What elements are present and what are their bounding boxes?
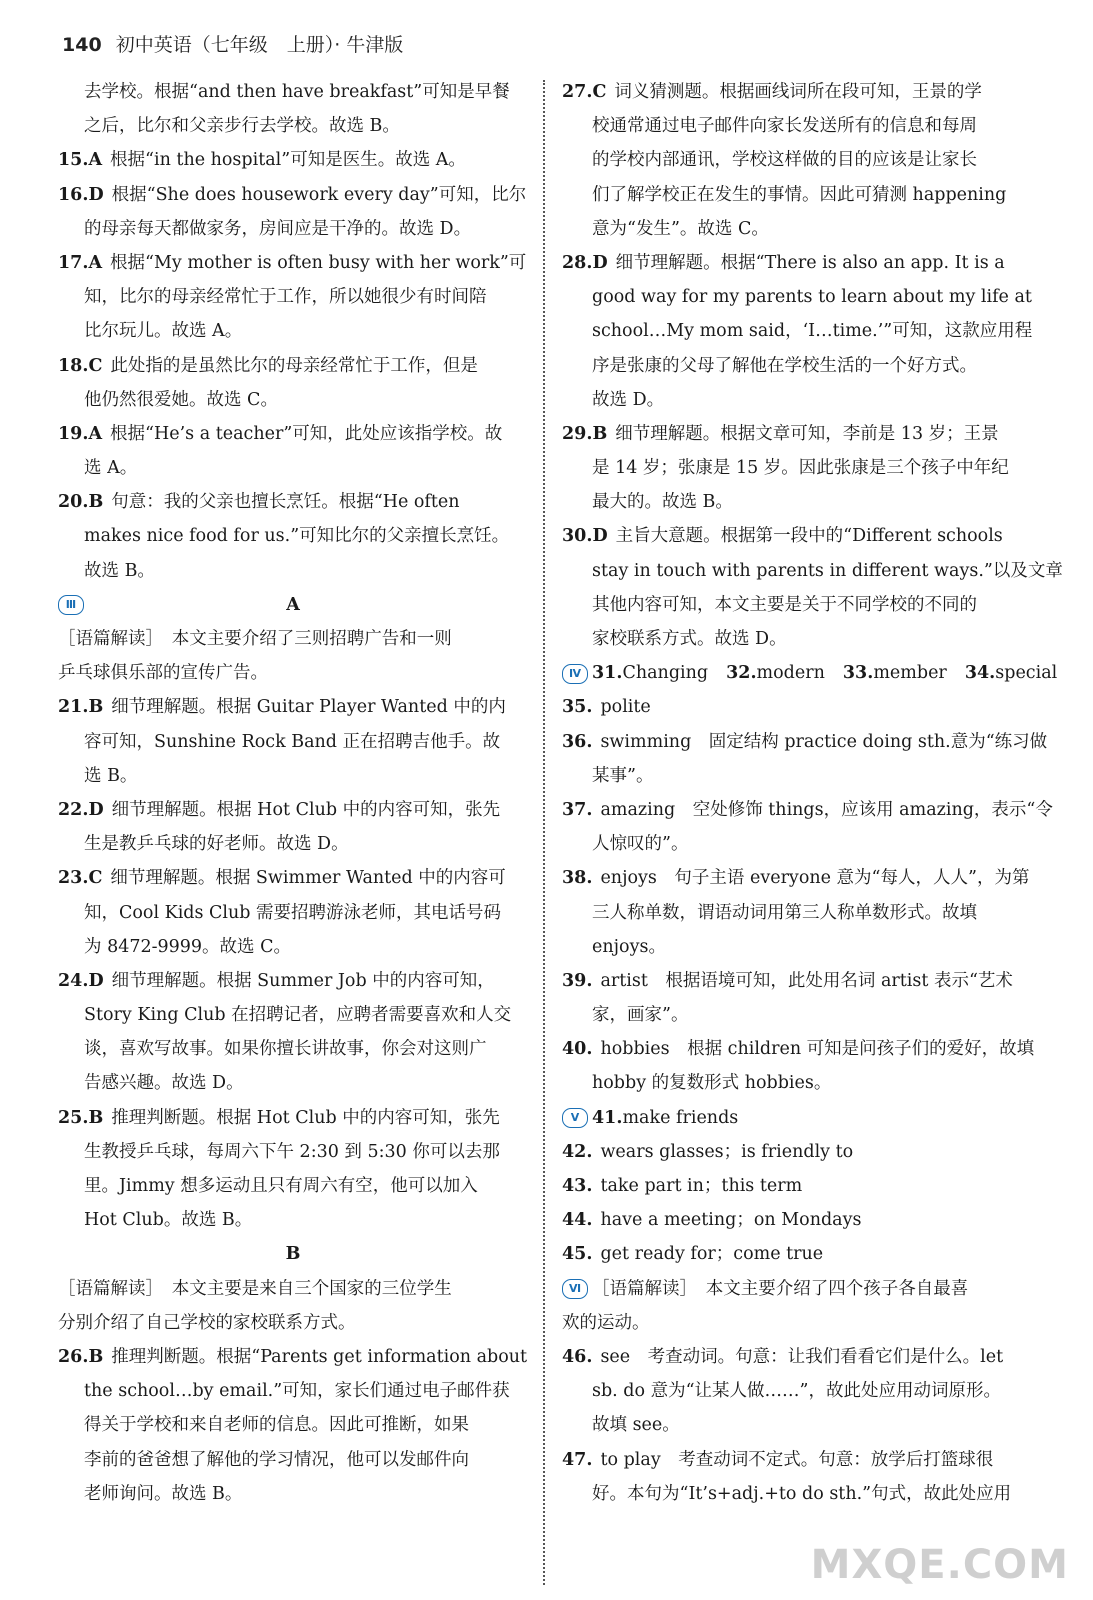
answer-explanation: have a meeting；on Mondays: [600, 1210, 862, 1231]
answer-explanation: polite: [600, 697, 651, 718]
text-line: [58, 519, 528, 553]
answer-number: 19.A: [58, 423, 103, 444]
line-text: 故选 D。: [592, 389, 665, 410]
text-line: [58, 1374, 528, 1408]
text-line: [58, 1237, 528, 1271]
text-line: [562, 178, 1040, 212]
answer-number: 23.C: [58, 868, 103, 889]
text-line: [562, 383, 1040, 417]
answer-explanation: 根据“in the hospital”可知是医生。故选 A。: [110, 150, 466, 171]
answer-explanation: artist 根据语境可知，此处用名词 artist 表示“艺术: [600, 970, 1013, 991]
answer-item: [58, 178, 528, 212]
answer-number: 41.: [592, 1107, 623, 1128]
text-line: [562, 280, 1040, 314]
right-column: [562, 75, 1063, 1511]
answer-number: 24.D: [58, 970, 104, 991]
answer-item: [58, 690, 528, 724]
text-line: [562, 1477, 1040, 1511]
line-text: 知，比尔的母亲经常忙于工作，所以她很少有时间陪: [84, 287, 487, 308]
watermark: MXQE.COM: [810, 1542, 1069, 1588]
page-number: 140: [62, 34, 102, 56]
answer-item: [58, 1340, 528, 1374]
answer-item: [965, 663, 1057, 683]
answer-number: 20.B: [58, 492, 104, 513]
line-text: 最大的。故选 B。: [592, 492, 733, 513]
line-text: 里。Jimmy 想多运动且只有周六有空，他可以加入: [84, 1176, 478, 1196]
line-text: Story King Club 在招聘记者，应聘者需要喜欢和人交: [84, 1005, 512, 1026]
line-text: 其他内容可知，本文主要是关于不同学校的不同的: [592, 594, 977, 615]
text-line: [58, 656, 528, 690]
answer-explanation: 根据“My mother is often busy with her work”可: [110, 252, 527, 273]
answer-item: [562, 793, 1053, 827]
answer-item: [562, 417, 1040, 451]
text-line: [58, 896, 528, 930]
answer-number: 18.C: [58, 355, 103, 376]
line-text: 欢的运动。: [562, 1312, 650, 1333]
answer-number: 16.D: [58, 184, 104, 205]
line-text: 比尔玩儿。故选 A。: [84, 321, 243, 342]
answer-number: 29.B: [562, 423, 608, 444]
answer-text: special: [995, 663, 1058, 684]
line-text: 家校联系方式。故选 D。: [592, 629, 787, 649]
answer-explanation: 词义猜测题。根据画线词所在段可知，王景的学: [614, 82, 982, 102]
answer-item: [58, 485, 528, 519]
answer-explanation: 细节理解题。根据文章可知，李前是 13 岁；王景: [615, 423, 999, 444]
text-line: [58, 451, 528, 485]
answer-number: 25.B: [58, 1107, 104, 1128]
text-line: [58, 554, 528, 588]
answer-item: [58, 861, 528, 895]
answer-explanation: enjoys 句子主语 everyone 意为“每人，人人”，为第: [600, 868, 1030, 889]
answer-number: 17.A: [58, 252, 103, 273]
answer-item: [562, 1203, 1040, 1237]
text-line: [58, 827, 528, 861]
answer-item: [58, 793, 528, 827]
answer-explanation: 推理判断题。根据 Hot Club 中的内容可知，张先: [111, 1107, 500, 1128]
text-line: [562, 1101, 1040, 1135]
answer-item: [58, 964, 528, 998]
line-text: 是 14 岁；张康是 15 岁。因此张康是三个孩子中年纪: [592, 458, 1009, 479]
text-line: [58, 588, 528, 622]
answer-item: [562, 246, 1040, 280]
line-text: 告感兴趣。故选 D。: [84, 1073, 244, 1094]
text-line: [58, 998, 528, 1032]
answer-item: [562, 1340, 1040, 1374]
answer-item: [562, 1169, 1040, 1203]
answer-number: 15.A: [58, 150, 103, 171]
text-line: [562, 1272, 1040, 1306]
text-line: [58, 280, 528, 314]
text-line: [58, 75, 528, 109]
line-text: 某事”。: [592, 765, 654, 786]
text-line: [562, 212, 1040, 246]
text-line: [562, 349, 1040, 383]
line-text: 老师询问。故选 B。: [84, 1483, 243, 1504]
line-text: 之后，比尔和父亲步行去学校。故选 B。: [84, 116, 400, 137]
section-badge: Ⅴ: [562, 1108, 588, 1128]
answer-explanation: 细节理解题。根据“There is also an app. It is a: [615, 252, 1005, 273]
answer-item: [58, 1101, 528, 1135]
line-text: 的学校内部通讯，学校这样做的目的应该是让家长: [592, 150, 977, 171]
answer-explanation: 此处指的是虽然比尔的母亲经常忙于工作，但是: [110, 355, 478, 376]
line-text: hobby 的复数形式 hobbies。: [592, 1073, 832, 1094]
line-text: good way for my parents to learn about my life at: [592, 287, 1032, 308]
line-text: 好。本句为“It’s+adj.+to do sth.”句式，故此处应用: [592, 1483, 1012, 1504]
line-text: makes nice food for us.”可知比尔的父亲擅长烹饪。: [84, 526, 510, 547]
text-line: [58, 1306, 528, 1340]
answer-item: [562, 861, 1040, 895]
text-line: [58, 725, 528, 759]
text-line: [562, 554, 1063, 588]
answer-item: [726, 663, 825, 683]
answer-item: [562, 519, 1040, 553]
answer-number: 35.: [562, 697, 593, 718]
book-title: 初中英语（七年级 上册）· 牛津版: [115, 34, 404, 56]
text-line: [58, 1135, 528, 1169]
answer-text: member: [873, 663, 947, 684]
text-line: [562, 1306, 1040, 1340]
answer-explanation: 句意：我的父亲也擅长烹饪。根据“He often: [111, 492, 460, 513]
answer-explanation: see 考查动词。句意：让我们看看它们是什么。let: [600, 1346, 1004, 1367]
line-text: 故填 see。: [592, 1415, 680, 1436]
answer-number: 47.: [562, 1449, 593, 1470]
line-text: 分别介绍了自己学校的家校联系方式。: [58, 1312, 356, 1333]
section-badge: Ⅲ: [58, 595, 84, 615]
answer-item: [58, 246, 528, 280]
answer-number: 27.C: [562, 82, 607, 102]
answer-number: 37.: [562, 799, 593, 820]
line-text: 容可知，Sunshine Rock Band 正在招聘吉他手。故: [84, 731, 501, 752]
answer-number: 45.: [562, 1244, 593, 1265]
text-line: [562, 451, 1040, 485]
text-line: [58, 1169, 528, 1203]
line-text: 选 B。: [84, 765, 138, 786]
line-text: 序是张康的父母了解他在学校生活的一个好方式。: [592, 355, 977, 376]
answer-explanation: take part in；this term: [600, 1176, 803, 1196]
line-text: 故选 B。: [84, 560, 155, 581]
answer-number: 38.: [562, 868, 593, 889]
text-line: [58, 1066, 528, 1100]
passage-heading: B: [285, 1244, 301, 1265]
line-text: school…My mom said，‘I…time.’”可知，这款应用程: [592, 321, 1033, 342]
answer-explanation: 细节理解题。根据 Hot Club 中的内容可知，张先: [111, 799, 501, 820]
answer-number: 33.: [842, 663, 874, 684]
line-text: 校通常通过电子邮件向家长发送所有的信息和每周: [592, 116, 977, 137]
answer-item: [562, 75, 1040, 109]
line-text: 乒乓球俱乐部的宣传广告。: [58, 663, 268, 684]
text-line: [58, 1408, 528, 1442]
answer-explanation: amazing 空处修饰 things，应该用 amazing，表示“令: [600, 799, 1053, 820]
text-line: [58, 1443, 528, 1477]
text-line: [58, 1477, 528, 1511]
line-text: 家，画家”。: [592, 1005, 689, 1026]
answer-number: 44.: [562, 1210, 593, 1231]
left-column: [58, 75, 528, 1511]
text-line: [58, 1032, 528, 1066]
answer-number: 43.: [562, 1176, 593, 1196]
text-line: [562, 1374, 1040, 1408]
answer-item: [562, 1443, 1040, 1477]
answer-text: modern: [756, 663, 825, 684]
line-text: ［语篇解读］ 本文主要介绍了四个孩子各自最喜: [592, 1278, 969, 1299]
answer-explanation: swimming 固定结构 practice doing sth.意为“练习做: [600, 731, 1048, 752]
text-line: [562, 1066, 1040, 1100]
text-line: [562, 1408, 1040, 1442]
text-line: [58, 759, 528, 793]
text-line: [562, 759, 1040, 793]
line-text: stay in touch with parents in different ways.”以及文章: [592, 560, 1063, 581]
line-text: the school…by email.”可知，家长们通过电子邮件获: [84, 1381, 510, 1402]
text-line: [562, 485, 1040, 519]
answer-number: 26.B: [58, 1346, 104, 1367]
line-text: enjoys。: [592, 936, 666, 957]
answer-number: 40.: [562, 1039, 593, 1060]
text-line: [562, 827, 1040, 861]
line-text: 三人称单数，谓语动词用第三人称单数形式。故填: [592, 902, 977, 923]
passage-heading: A: [286, 594, 300, 615]
answer-item: [562, 1237, 1040, 1271]
line-text: 生是教乒乓球的好老师。故选 D。: [84, 834, 349, 855]
line-text: 意为“发生”。故选 C。: [592, 218, 769, 239]
section-badge: Ⅵ: [562, 1279, 588, 1299]
line-text: 去学校。根据“and then have breakfast”可知是早餐: [84, 82, 510, 102]
text-line: [562, 656, 1058, 690]
text-line: [562, 998, 1040, 1032]
text-line: [562, 109, 1040, 143]
text-line: [58, 109, 528, 143]
answer-item: [562, 690, 1040, 724]
answer-explanation: 细节理解题。根据 Summer Job 中的内容可知，: [111, 970, 495, 991]
text-line: [58, 930, 528, 964]
answer-explanation: get ready for；come true: [600, 1244, 824, 1265]
answer-number: 42.: [562, 1141, 593, 1162]
line-text: ［语篇解读］ 本文主要介绍了三则招聘广告和一则: [58, 629, 452, 649]
answer-number: 21.B: [58, 697, 104, 718]
text-line: [562, 622, 1040, 656]
answer-number: 34.: [964, 663, 996, 684]
line-text: 他仍然很爱她。故选 C。: [84, 389, 278, 410]
text-line: [58, 314, 528, 348]
line-text: 李前的爸爸想了解他的学习情况，他可以发邮件向: [84, 1449, 469, 1470]
answer-item: [592, 663, 708, 683]
text-line: [58, 1272, 528, 1306]
answer-item: [58, 143, 528, 177]
answer-explanation: 推理判断题。根据“Parents get information about: [111, 1346, 528, 1367]
text-line: [58, 383, 528, 417]
answer-number: 46.: [562, 1346, 593, 1367]
answer-explanation: hobbies 根据 children 可知是问孩子们的爱好，故填: [600, 1039, 1035, 1060]
answer-item: [58, 349, 528, 383]
answer-explanation: 根据“She does housework every day”可知，比尔: [111, 184, 527, 205]
text-line: [58, 1203, 528, 1237]
column-divider: [543, 80, 545, 1585]
line-text: 们了解学校正在发生的事情。因此可猜测 happening: [592, 184, 1007, 205]
answer-item: [562, 1135, 1040, 1169]
answer-number: 32.: [726, 663, 757, 684]
answer-item: [562, 964, 1040, 998]
line-text: ［语篇解读］ 本文主要是来自三个国家的三位学生: [58, 1278, 452, 1299]
answer-number: 31.: [592, 663, 623, 684]
answer-item: [562, 725, 1048, 759]
line-text: sb. do 意为“让某人做……”，故此处应用动词原形。: [592, 1381, 1002, 1402]
text-line: [562, 896, 1040, 930]
line-text: 的母亲每天都做家务，房间应是干净的。故选 D。: [84, 218, 472, 239]
answer-explanation: to play 考查动词不定式。句意：放学后打篮球很: [600, 1449, 994, 1470]
line-text: Hot Club。故选 B。: [84, 1210, 253, 1231]
answer-number: 39.: [562, 970, 593, 991]
text-line: [562, 143, 1040, 177]
text-line: [562, 930, 1040, 964]
answer-explanation: 主旨大意题。根据第一段中的“Different schools: [615, 526, 1003, 547]
text-line: [58, 212, 528, 246]
answer-item: [58, 417, 528, 451]
text-line: [562, 588, 1040, 622]
line-text: 为 8472-9999。故选 C。: [84, 936, 292, 957]
answer-item: [562, 1032, 1040, 1066]
answer-text: Changing: [622, 663, 709, 684]
text-line: [562, 314, 1040, 348]
answer-number: 36.: [562, 731, 593, 752]
answer-number: 28.D: [562, 252, 608, 273]
section-badge: Ⅳ: [562, 664, 588, 684]
line-text: 人惊叹的”。: [592, 834, 689, 855]
line-text: 知，Cool Kids Club 需要招聘游泳老师，其电话号码: [84, 902, 502, 923]
answer-item: [843, 663, 947, 683]
line-text: 生教授乒乓球，每周六下午 2:30 到 5:30 你可以去那: [84, 1141, 500, 1162]
answer-explanation: 根据“He’s a teacher”可知，此处应该指学校。故: [110, 423, 503, 444]
text-line: [58, 622, 528, 656]
line-text: 得关于学校和来自老师的信息。因此可推断，如果: [84, 1415, 469, 1436]
answer-explanation: 细节理解题。根据 Guitar Player Wanted 中的内: [111, 697, 506, 718]
line-text: 选 A。: [84, 458, 138, 479]
line-text: 谈，喜欢写故事。如果你擅长讲故事，你会对这则广: [84, 1039, 487, 1060]
answer-number: 22.D: [58, 799, 104, 820]
answer-number: 30.D: [562, 526, 608, 547]
answer-explanation: wears glasses；is friendly to: [600, 1141, 854, 1162]
answer-explanation: 细节理解题。根据 Swimmer Wanted 中的内容可: [110, 868, 506, 889]
answer-text: make friends: [622, 1107, 739, 1128]
page-header: [62, 30, 403, 57]
